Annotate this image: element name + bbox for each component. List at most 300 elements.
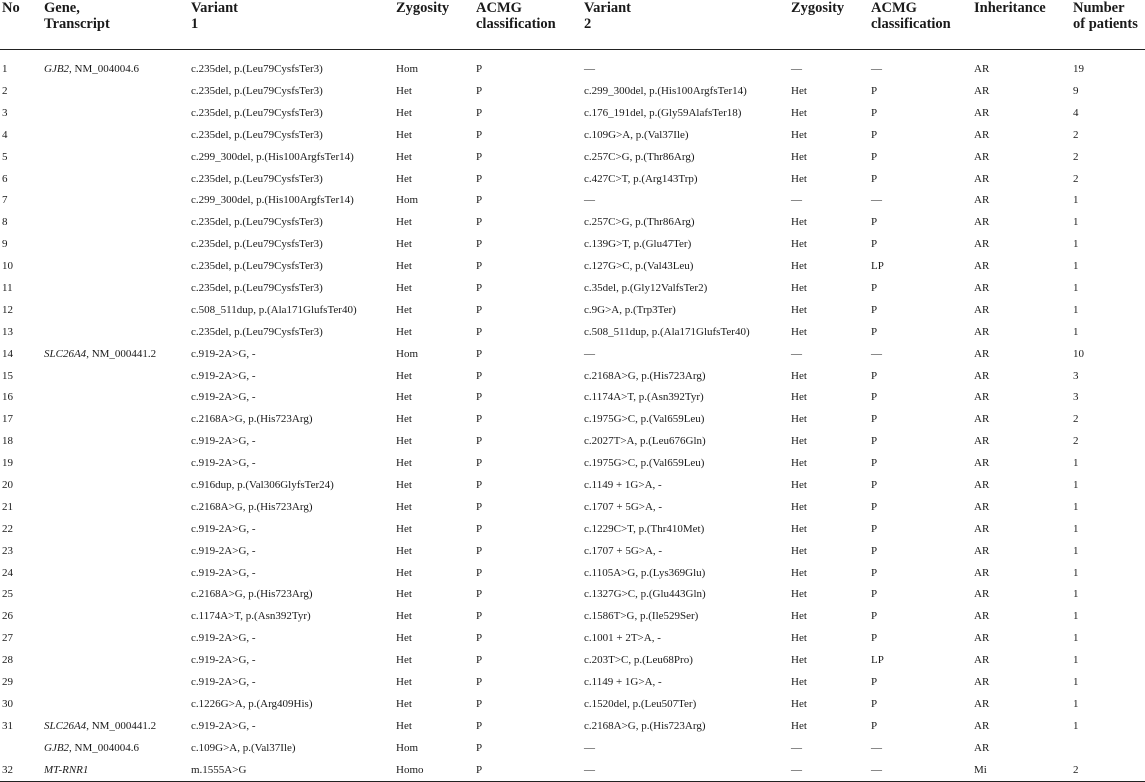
cell-number-of-patients: 1 bbox=[1073, 478, 1079, 491]
cell-zygosity-1: Het bbox=[396, 413, 412, 426]
cell-zygosity-2: Het bbox=[791, 128, 807, 141]
cell-variant-2: — bbox=[584, 741, 595, 754]
cell-variant-2: c.257C>G, p.(Thr86Arg) bbox=[584, 150, 695, 163]
cell-number-of-patients: 1 bbox=[1073, 588, 1079, 601]
cell-zygosity-1: Het bbox=[396, 391, 412, 404]
cell-no: 13 bbox=[2, 325, 13, 338]
cell-no: 8 bbox=[2, 216, 8, 229]
cell-variant-1: c.919-2A>G, - bbox=[191, 457, 256, 470]
cell-gene-transcript bbox=[42, 255, 189, 277]
cell-acmg-1: P bbox=[476, 303, 483, 316]
cell-inheritance: AR bbox=[974, 391, 990, 404]
cell-zygosity-2: Het bbox=[791, 369, 807, 382]
table-row bbox=[0, 50, 1145, 81]
cell-inheritance: AR bbox=[974, 697, 990, 710]
cell-no: 22 bbox=[2, 522, 13, 535]
cell-variant-1: c.299_300del, p.(His100ArgfsTer14) bbox=[191, 194, 354, 207]
cell-no: 7 bbox=[2, 194, 8, 207]
cell-zygosity-2: Het bbox=[791, 522, 807, 535]
cell-no: 17 bbox=[2, 413, 13, 426]
table-row bbox=[0, 693, 1145, 715]
cell-variant-1: c.2168A>G, p.(His723Arg) bbox=[191, 588, 313, 601]
cell-zygosity-1: Het bbox=[396, 369, 412, 382]
cell-gene-transcript bbox=[42, 408, 189, 430]
header-number-of-patients: Number of patients bbox=[1071, 0, 1145, 50]
cell-acmg-2: P bbox=[871, 413, 878, 426]
cell-acmg-1: P bbox=[476, 500, 483, 513]
cell-gene-transcript bbox=[42, 583, 189, 605]
table-row bbox=[0, 102, 1145, 124]
cell-no: 12 bbox=[2, 303, 13, 316]
cell-inheritance: AR bbox=[974, 172, 990, 185]
cell-variant-2: c.1229C>T, p.(Thr410Met) bbox=[584, 522, 705, 535]
table-header bbox=[0, 0, 1145, 50]
cell-variant-2: c.1707 + 5G>A, - bbox=[584, 544, 663, 557]
cell-acmg-1: P bbox=[476, 128, 483, 141]
cell-no: 25 bbox=[2, 588, 13, 601]
cell-zygosity-2: — bbox=[791, 347, 802, 360]
cell-zygosity-2: Het bbox=[791, 303, 807, 316]
cell-no: 1 bbox=[2, 63, 8, 75]
cell-zygosity-1: Het bbox=[396, 654, 412, 667]
cell-no: 9 bbox=[2, 238, 8, 251]
cell-number-of-patients: 1 bbox=[1073, 303, 1079, 316]
cell-variant-2: c.176_191del, p.(Gly59AlafsTer18) bbox=[584, 106, 742, 119]
cell-number-of-patients: 2 bbox=[1073, 128, 1079, 141]
cell-variant-1: c.235del, p.(Leu79CysfsTer3) bbox=[191, 63, 323, 75]
cell-zygosity-1: Het bbox=[396, 610, 412, 623]
cell-inheritance: AR bbox=[974, 325, 990, 338]
cell-number-of-patients: 9 bbox=[1073, 84, 1079, 97]
cell-no: 26 bbox=[2, 610, 13, 623]
cell-zygosity-2: Het bbox=[791, 588, 807, 601]
cell-inheritance: AR bbox=[974, 500, 990, 513]
cell-zygosity-1: Het bbox=[396, 303, 412, 316]
cell-zygosity-1: Het bbox=[396, 566, 412, 579]
cell-acmg-2: P bbox=[871, 369, 878, 382]
cell-gene-transcript bbox=[42, 211, 189, 233]
cell-acmg-2: P bbox=[871, 150, 878, 163]
header-acmg-2: ACMG classification bbox=[869, 0, 972, 50]
cell-acmg-1: P bbox=[476, 697, 483, 710]
cell-variant-2: c.1975G>C, p.(Val659Leu) bbox=[584, 413, 705, 426]
cell-number-of-patients: 1 bbox=[1073, 281, 1079, 294]
cell-acmg-1: P bbox=[476, 391, 483, 404]
cell-inheritance: AR bbox=[974, 457, 990, 470]
cell-zygosity-1: Het bbox=[396, 150, 412, 163]
cell-number-of-patients: 4 bbox=[1073, 106, 1079, 119]
cell-gene-transcript bbox=[42, 737, 189, 759]
cell-variant-1: c.235del, p.(Leu79CysfsTer3) bbox=[191, 106, 323, 119]
cell-variant-2: c.1105A>G, p.(Lys369Glu) bbox=[584, 566, 706, 579]
cell-acmg-2: P bbox=[871, 391, 878, 404]
cell-inheritance: AR bbox=[974, 369, 990, 382]
cell-gene-transcript bbox=[42, 496, 189, 518]
cell-acmg-1: P bbox=[476, 457, 483, 470]
cell-acmg-1: P bbox=[476, 216, 483, 229]
cell-variant-1: c.919-2A>G, - bbox=[191, 675, 256, 688]
cell-acmg-2: P bbox=[871, 719, 878, 732]
cell-variant-2: c.1149 + 1G>A, - bbox=[584, 675, 662, 688]
table-row bbox=[0, 474, 1145, 496]
cell-number-of-patients: 2 bbox=[1071, 759, 1145, 781]
cell-zygosity-2: Het bbox=[791, 106, 807, 119]
cell-no: 27 bbox=[2, 632, 13, 645]
cell-variant-1: c.919-2A>G, - bbox=[191, 544, 256, 557]
cell-zygosity-1: Het bbox=[396, 435, 412, 448]
cell-acmg-2: P bbox=[871, 566, 878, 579]
cell-number-of-patients: 1 bbox=[1073, 522, 1079, 535]
cell-acmg-2: P bbox=[871, 522, 878, 535]
cell-variant-1: c.235del, p.(Leu79CysfsTer3) bbox=[191, 281, 323, 294]
cell-acmg-2: P bbox=[871, 675, 878, 688]
cell-variant-1: c.235del, p.(Leu79CysfsTer3) bbox=[191, 128, 323, 141]
cell-gene-transcript bbox=[42, 759, 189, 781]
cell-gene-transcript bbox=[42, 474, 189, 496]
cell-gene-transcript bbox=[42, 189, 189, 211]
cell-no: 29 bbox=[2, 675, 13, 688]
table-row bbox=[0, 408, 1145, 430]
cell-no: 18 bbox=[2, 435, 13, 448]
cell-zygosity-1: Het bbox=[396, 84, 412, 97]
cell-acmg-1: P bbox=[476, 150, 483, 163]
cell-inheritance: Mi bbox=[972, 759, 1071, 781]
cell-gene-transcript bbox=[42, 715, 189, 737]
cell-zygosity-1: Hom bbox=[396, 347, 418, 360]
cell-inheritance: AR bbox=[974, 63, 990, 75]
transcript-id: , NM_004004.6 bbox=[69, 741, 140, 754]
cell-no: 16 bbox=[2, 391, 13, 404]
cell-number-of-patients: 1 bbox=[1073, 675, 1079, 688]
cell-acmg-2: — bbox=[871, 741, 882, 754]
cell-gene-transcript bbox=[42, 321, 189, 343]
cell-zygosity-2: — bbox=[791, 63, 802, 75]
cell-acmg-1: P bbox=[476, 260, 483, 273]
cell-acmg-2: P bbox=[871, 238, 878, 251]
cell-inheritance: AR bbox=[974, 106, 990, 119]
table-row bbox=[0, 168, 1145, 190]
cell-variant-2: c.139G>T, p.(Glu47Ter) bbox=[584, 238, 692, 251]
cell-number-of-patients: 1 bbox=[1073, 697, 1079, 710]
cell-zygosity-2: Het bbox=[791, 610, 807, 623]
cell-variant-1: m.1555A>G bbox=[189, 759, 394, 781]
cell-zygosity-2: — bbox=[791, 741, 802, 754]
cell-number-of-patients: 1 bbox=[1073, 610, 1079, 623]
cell-variant-1: c.1174A>T, p.(Asn392Tyr) bbox=[191, 610, 311, 623]
cell-gene-transcript bbox=[42, 671, 189, 693]
cell-zygosity-1: Homo bbox=[394, 759, 474, 781]
cell-no: 30 bbox=[2, 697, 13, 710]
table-row bbox=[0, 299, 1145, 321]
cell-inheritance: AR bbox=[974, 128, 990, 141]
cell-gene-transcript bbox=[42, 233, 189, 255]
cell-variant-1: c.235del, p.(Leu79CysfsTer3) bbox=[191, 84, 323, 97]
cell-number-of-patients: 1 bbox=[1073, 544, 1079, 557]
cell-zygosity-1: Het bbox=[396, 522, 412, 535]
cell-zygosity-1: Het bbox=[396, 281, 412, 294]
cell-variant-1: c.235del, p.(Leu79CysfsTer3) bbox=[191, 325, 323, 338]
cell-zygosity-1: Het bbox=[396, 457, 412, 470]
cell-acmg-1: P bbox=[476, 610, 483, 623]
cell-acmg-1: P bbox=[476, 172, 483, 185]
cell-variant-2: c.35del, p.(Gly12ValfsTer2) bbox=[584, 281, 708, 294]
cell-variant-2: c.1520del, p.(Leu507Ter) bbox=[584, 697, 697, 710]
cell-variant-2: — bbox=[584, 347, 595, 360]
cell-inheritance: AR bbox=[974, 260, 990, 273]
cell-no: 21 bbox=[2, 500, 13, 513]
cell-no: 32 bbox=[0, 759, 42, 781]
cell-zygosity-2: Het bbox=[791, 500, 807, 513]
cell-gene-transcript bbox=[42, 102, 189, 124]
cell-number-of-patients: 1 bbox=[1073, 260, 1079, 273]
cell-acmg-1: P bbox=[476, 588, 483, 601]
table-row bbox=[0, 627, 1145, 649]
table-row bbox=[0, 146, 1145, 168]
cell-variant-1: c.235del, p.(Leu79CysfsTer3) bbox=[191, 260, 323, 273]
cell-variant-2: c.127G>C, p.(Val43Leu) bbox=[584, 260, 694, 273]
cell-acmg-1: P bbox=[476, 281, 483, 294]
cell-acmg-1: P bbox=[476, 675, 483, 688]
cell-variant-1: c.916dup, p.(Val306GlyfsTer24) bbox=[191, 478, 334, 491]
cell-zygosity-2: Het bbox=[791, 675, 807, 688]
cell-number-of-patients: 2 bbox=[1073, 413, 1079, 426]
cell-inheritance: AR bbox=[974, 238, 990, 251]
table-row bbox=[0, 452, 1145, 474]
table-row bbox=[0, 430, 1145, 452]
cell-variant-1: c.919-2A>G, - bbox=[191, 435, 256, 448]
cell-no: 11 bbox=[2, 281, 13, 294]
gene-name: SLC26A4 bbox=[44, 347, 87, 360]
cell-no: 4 bbox=[2, 128, 8, 141]
cell-acmg-1: P bbox=[476, 654, 483, 667]
cell-inheritance: AR bbox=[974, 566, 990, 579]
cell-gene-transcript bbox=[42, 649, 189, 671]
cell-zygosity-2: — bbox=[791, 194, 802, 207]
table-row bbox=[0, 321, 1145, 343]
cell-zygosity-2: Het bbox=[791, 566, 807, 579]
cell-variant-2: — bbox=[584, 63, 595, 75]
cell-no bbox=[0, 737, 42, 759]
cell-inheritance: AR bbox=[974, 719, 990, 732]
cell-variant-2: c.427C>T, p.(Arg143Trp) bbox=[584, 172, 698, 185]
cell-number-of-patients: 1 bbox=[1073, 238, 1079, 251]
table-row bbox=[0, 343, 1145, 365]
cell-variant-1: c.235del, p.(Leu79CysfsTer3) bbox=[191, 238, 323, 251]
cell-gene-transcript bbox=[42, 386, 189, 408]
cell-gene-transcript bbox=[42, 365, 189, 387]
cell-variant-2: c.1174A>T, p.(Asn392Tyr) bbox=[584, 391, 704, 404]
cell-inheritance: AR bbox=[974, 522, 990, 535]
cell-gene-transcript bbox=[42, 343, 189, 365]
cell-variant-1: c.919-2A>G, - bbox=[191, 632, 256, 645]
cell-number-of-patients bbox=[1071, 737, 1145, 759]
cell-number-of-patients: 2 bbox=[1073, 172, 1079, 185]
cell-zygosity-1: Het bbox=[396, 632, 412, 645]
cell-acmg-2: P bbox=[871, 128, 878, 141]
cell-variant-1: c.919-2A>G, - bbox=[191, 347, 256, 360]
cell-zygosity-2: Het bbox=[791, 238, 807, 251]
cell-acmg-1: P bbox=[476, 632, 483, 645]
cell-zygosity-2: Het bbox=[791, 172, 807, 185]
cell-variant-1: c.919-2A>G, - bbox=[191, 566, 256, 579]
table-row bbox=[0, 233, 1145, 255]
cell-variant-1: c.235del, p.(Leu79CysfsTer3) bbox=[191, 216, 323, 229]
cell-inheritance: AR bbox=[974, 194, 990, 207]
cell-variant-1: c.919-2A>G, - bbox=[191, 654, 256, 667]
cell-zygosity-1: Het bbox=[396, 325, 412, 338]
cell-number-of-patients: 19 bbox=[1073, 63, 1084, 75]
cell-zygosity-1: Het bbox=[396, 500, 412, 513]
cell-variant-2: c.9G>A, p.(Trp3Ter) bbox=[584, 303, 676, 316]
cell-gene-transcript bbox=[42, 80, 189, 102]
cell-acmg-2: P bbox=[871, 457, 878, 470]
cell-variant-2: — bbox=[582, 759, 789, 781]
cell-inheritance: AR bbox=[974, 150, 990, 163]
cell-variant-2: c.257C>G, p.(Thr86Arg) bbox=[584, 216, 695, 229]
cell-zygosity-1: Hom bbox=[396, 63, 418, 75]
cell-zygosity-2: Het bbox=[791, 435, 807, 448]
cell-acmg-2: P bbox=[871, 172, 878, 185]
cell-gene-transcript bbox=[42, 693, 189, 715]
cell-zygosity-2: Het bbox=[791, 457, 807, 470]
cell-variant-1: c.109G>A, p.(Val37Ile) bbox=[191, 741, 296, 754]
cell-acmg-2: P bbox=[871, 303, 878, 316]
table-row bbox=[0, 737, 1145, 759]
cell-acmg-1: P bbox=[476, 194, 483, 207]
cell-acmg-2: P bbox=[871, 697, 878, 710]
cell-inheritance: AR bbox=[974, 303, 990, 316]
cell-inheritance: AR bbox=[974, 435, 990, 448]
table-row bbox=[0, 715, 1145, 737]
cell-zygosity-1: Het bbox=[396, 106, 412, 119]
cell-no: 15 bbox=[2, 369, 13, 382]
header-row bbox=[0, 0, 1145, 50]
header-gene-transcript: Gene, Transcript bbox=[42, 0, 189, 50]
cell-zygosity-2: Het bbox=[791, 654, 807, 667]
header-acmg-1: ACMG classification bbox=[474, 0, 582, 50]
cell-number-of-patients: 1 bbox=[1073, 566, 1079, 579]
cell-no: 2 bbox=[2, 84, 8, 97]
cell-variant-2: c.2027T>A, p.(Leu676Gln) bbox=[584, 435, 706, 448]
cell-gene-transcript bbox=[42, 124, 189, 146]
header-zygosity-2: Zygosity bbox=[789, 0, 869, 50]
cell-variant-2: c.1707 + 5G>A, - bbox=[584, 500, 663, 513]
cell-acmg-2: LP bbox=[871, 260, 884, 273]
cell-zygosity-2: — bbox=[789, 759, 869, 781]
cell-variant-2: c.203T>C, p.(Leu68Pro) bbox=[584, 654, 693, 667]
cell-zygosity-1: Het bbox=[396, 238, 412, 251]
table-row bbox=[0, 759, 1145, 781]
table-row bbox=[0, 80, 1145, 102]
cell-inheritance: AR bbox=[974, 741, 990, 754]
cell-gene-transcript bbox=[42, 627, 189, 649]
table-row bbox=[0, 518, 1145, 540]
header-no: No bbox=[0, 0, 42, 50]
cell-number-of-patients: 10 bbox=[1073, 347, 1084, 360]
cell-variant-2: c.109G>A, p.(Val37Ile) bbox=[584, 128, 689, 141]
cell-variant-2: c.1586T>G, p.(Ile529Ser) bbox=[584, 610, 699, 623]
table-row bbox=[0, 562, 1145, 584]
cell-gene-transcript bbox=[42, 277, 189, 299]
cell-number-of-patients: 1 bbox=[1073, 194, 1079, 207]
cell-variant-2: c.2168A>G, p.(His723Arg) bbox=[584, 369, 706, 382]
cell-no: 28 bbox=[2, 654, 13, 667]
cell-gene-transcript bbox=[42, 146, 189, 168]
cell-acmg-1: P bbox=[476, 106, 483, 119]
cell-zygosity-2: Het bbox=[791, 632, 807, 645]
cell-inheritance: AR bbox=[974, 654, 990, 667]
cell-zygosity-2: Het bbox=[791, 544, 807, 557]
cell-zygosity-2: Het bbox=[791, 281, 807, 294]
cell-number-of-patients: 2 bbox=[1073, 150, 1079, 163]
header-variant-2: Variant 2 bbox=[582, 0, 789, 50]
cell-zygosity-2: Het bbox=[791, 260, 807, 273]
table-row bbox=[0, 211, 1145, 233]
gene-name: GJB2 bbox=[44, 63, 70, 75]
cell-variant-1: c.299_300del, p.(His100ArgfsTer14) bbox=[191, 150, 354, 163]
cell-no: 5 bbox=[2, 150, 8, 163]
cell-no: 23 bbox=[2, 544, 13, 557]
cell-variant-1: c.1226G>A, p.(Arg409His) bbox=[191, 697, 313, 710]
cell-acmg-1: P bbox=[476, 741, 483, 754]
table-row bbox=[0, 649, 1145, 671]
cell-zygosity-2: Het bbox=[791, 391, 807, 404]
cell-gene-transcript bbox=[42, 452, 189, 474]
transcript-id: , NM_004004.6 bbox=[69, 63, 140, 75]
cell-gene-transcript bbox=[42, 168, 189, 190]
cell-inheritance: AR bbox=[974, 216, 990, 229]
cell-zygosity-1: Het bbox=[396, 675, 412, 688]
transcript-id: , NM_000441.2 bbox=[86, 719, 157, 732]
cell-variant-2: c.1975G>C, p.(Val659Leu) bbox=[584, 457, 705, 470]
cell-variant-2: c.299_300del, p.(His100ArgfsTer14) bbox=[584, 84, 747, 97]
cell-no: 6 bbox=[2, 172, 8, 185]
cell-inheritance: AR bbox=[974, 413, 990, 426]
table-row bbox=[0, 277, 1145, 299]
cell-variant-2: c.2168A>G, p.(His723Arg) bbox=[584, 719, 706, 732]
cell-acmg-1: P bbox=[476, 719, 483, 732]
cell-acmg-1: P bbox=[476, 435, 483, 448]
cell-zygosity-2: Het bbox=[791, 325, 807, 338]
cell-zygosity-1: Het bbox=[396, 128, 412, 141]
cell-variant-2: c.508_511dup, p.(Ala171GlufsTer40) bbox=[584, 325, 750, 338]
cell-no: 14 bbox=[2, 347, 13, 360]
cell-zygosity-2: Het bbox=[791, 84, 807, 97]
cell-zygosity-1: Het bbox=[396, 172, 412, 185]
cell-number-of-patients: 3 bbox=[1073, 391, 1079, 404]
table-row bbox=[0, 255, 1145, 277]
cell-acmg-1: P bbox=[476, 84, 483, 97]
cell-number-of-patients: 1 bbox=[1073, 325, 1079, 338]
cell-acmg-2: P bbox=[871, 84, 878, 97]
cell-number-of-patients: 1 bbox=[1073, 719, 1079, 732]
cell-zygosity-1: Het bbox=[396, 697, 412, 710]
cell-gene-transcript bbox=[42, 430, 189, 452]
cell-zygosity-1: Hom bbox=[396, 194, 418, 207]
cell-acmg-2: P bbox=[871, 610, 878, 623]
cell-acmg-2: P bbox=[871, 216, 878, 229]
cell-inheritance: AR bbox=[974, 281, 990, 294]
cell-acmg-1: P bbox=[476, 478, 483, 491]
cell-zygosity-2: Het bbox=[791, 719, 807, 732]
table-row bbox=[0, 124, 1145, 146]
cell-inheritance: AR bbox=[974, 347, 990, 360]
cell-variant-2: — bbox=[584, 194, 595, 207]
table-row bbox=[0, 365, 1145, 387]
cell-inheritance: AR bbox=[974, 478, 990, 491]
cell-zygosity-2: Het bbox=[791, 413, 807, 426]
cell-acmg-2: P bbox=[871, 500, 878, 513]
